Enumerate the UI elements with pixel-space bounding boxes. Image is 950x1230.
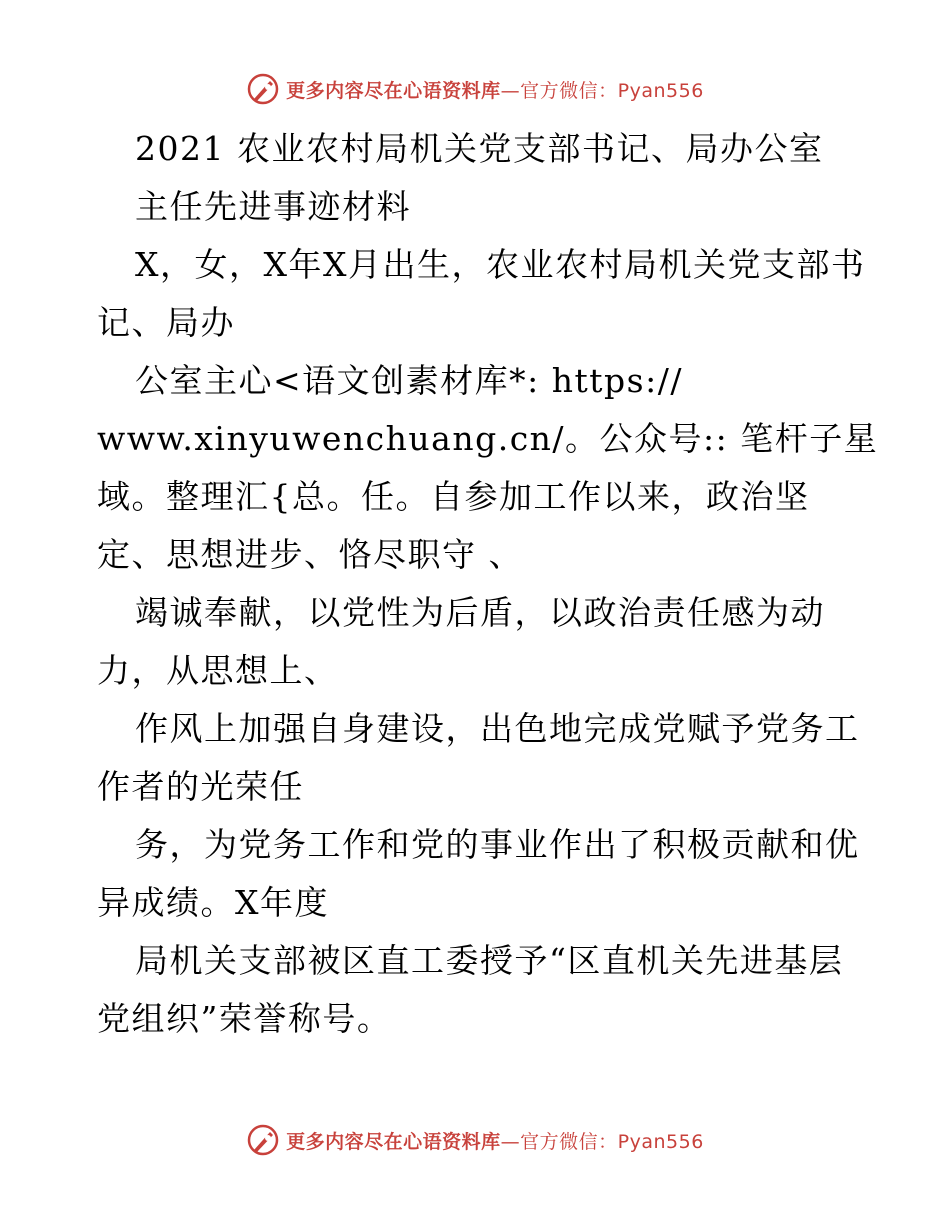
pen-logo-icon: [246, 72, 280, 106]
paragraph-line: 力，从思想上、: [97, 651, 339, 690]
paragraph-line: 域。整理汇{总。任。自参加工作以来，政治坚: [97, 477, 810, 516]
document-body: [97, 120, 879, 1048]
paragraph-line: 竭诚奉献，以党性为后盾，以政治责任感为动: [135, 593, 825, 632]
document-title: 2021 农业农村局机关党支部书记、局办公室: [135, 129, 824, 168]
paragraph-line: 局机关支部被区直工委授予“区直机关先进基层: [135, 941, 844, 980]
paragraph-line: 定、思想进步、恪尽职守 、: [97, 535, 523, 574]
paragraph-line: X，女，X年X月出生，农业农村局机关党支部书: [135, 245, 866, 284]
banner-text: 更多内容尽在心语资料库—官方微信：Pyan556: [286, 1130, 704, 1153]
footer-banner: [0, 1123, 950, 1157]
paragraph-line: 公室主心<语文创素材库*: https://: [135, 361, 683, 400]
pen-logo-icon: [246, 1123, 280, 1157]
document-title-cont: 主任先进事迹材料: [135, 187, 411, 226]
header-banner: [0, 72, 950, 106]
paragraph-line: www.xinyuwenchuang.cn/。公众号:: 笔杆子星: [97, 419, 879, 458]
paragraph-line: 异成绩。X年度: [97, 883, 329, 922]
paragraph-line: 作者的光荣任: [97, 767, 304, 806]
banner-text: 更多内容尽在心语资料库—官方微信：Pyan556: [286, 79, 704, 102]
paragraph-line: 作风上加强自身建设，出色地完成党赋予党务工: [135, 709, 860, 748]
paragraph-line: 务，为党务工作和党的事业作出了积极贡献和优: [135, 825, 860, 864]
paragraph-line: 党组织”荣誉称号。: [97, 999, 392, 1038]
paragraph-line: 记、局办: [97, 303, 235, 342]
